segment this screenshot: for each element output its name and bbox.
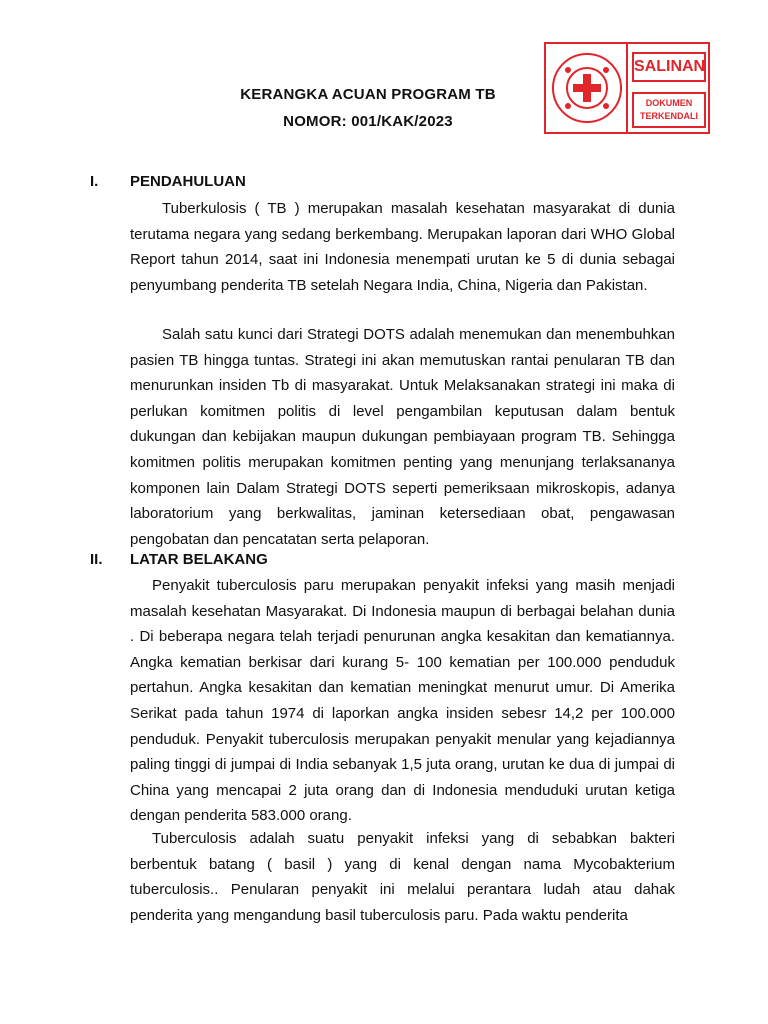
section-heading: LATAR BELAKANG <box>130 551 268 568</box>
stamp-salinan-label: SALINAN <box>632 52 706 82</box>
section-heading: PENDAHULUAN <box>130 173 246 190</box>
section-paragraph: Tuberkulosis ( TB ) merupakan masalah kesehatan masyarakat di dunia terutama negara yang sedang berkembang. Merupakan laporan dari WHO Global Report tahun 2014, saat ini Indonesia menempati urutan ke 5 di dunia sebagai penyumbang penderita TB setelah Negara India, China, Nigeria dan Pakistan. <box>130 200 675 294</box>
section-paragraph: Salah satu kunci dari Strategi DOTS adalah menemukan dan menembuhkan pasien TB hingga tuntas. Strategi ini akan memutuskan rantai penularan TB dan menurunkan insiden Tb di masyarakat. Untuk Melaksanakan strategi ini maka di perlukan komitmen politis di level pengambilan keputusan dalam bentuk dukungan dan kebijakan maupun dukungan pembiayaan program TB. Sehingga komitmen politis merupakan komitmen penting yang menunjang terlaksananya komponen lain Dalam Strategi DOTS seperti pemeriksaan mikroskopis, adanya laboratorium yang berkwalitas, jaminan ketersediaan obat, pengawasan pengobatan dan pencatatan serta pelaporan. <box>130 326 675 548</box>
section-paragraph: Penyakit tuberculosis paru merupakan penyakit infeksi yang masih menjadi masalah kesehatan Masyarakat. Di Indonesia maupun di berbagai belahan dunia . Di beberapa negara telah terjadi penurunan angka kesakitan dan kematiannya. Angka kematian berkisar dari kurang 5- 100 kematian per 100.000 penduduk pertahun. Angka kesakitan dan kematian meningkat menurut umur. Di Amerika Serikat pada tahun 1974 di laporkan angka insiden sebesr 14,2 per 100.000 penduduk. Penyakit tuberculosis merupakan penyakit menular yang kejadiannya paling tinggi di jumpai di India sebanyak 1,5 juta orang, urutan ke dua di jumpai di China yang mencapai 2 juta orang dan di Indonesia menduduki urutan ketiga dengan penderita 583.000 orang. <box>130 577 675 825</box>
stamp-dokumen-line2: TERKENDALI <box>640 111 698 121</box>
section-number: II. <box>90 551 103 568</box>
section-paragraph: Tuberculosis adalah suatu penyakit infeksi yang di sebabkan bakteri berbentuk batang ( basil ) yang di kenal dengan nama Mycobakterium tuberculosis.. Penularan penyakit ini melalui perantara ludah atau dahak penderita yang mengandung basil tuberculosis paru. Pada waktu penderita <box>130 830 675 924</box>
document-number: NOMOR: 001/KAK/2023 <box>283 113 453 130</box>
stamp-dokumen-line1: DOKUMEN <box>645 98 693 108</box>
document-title: KERANGKA ACUAN PROGRAM TB <box>240 86 496 103</box>
section-number: I. <box>90 173 99 190</box>
